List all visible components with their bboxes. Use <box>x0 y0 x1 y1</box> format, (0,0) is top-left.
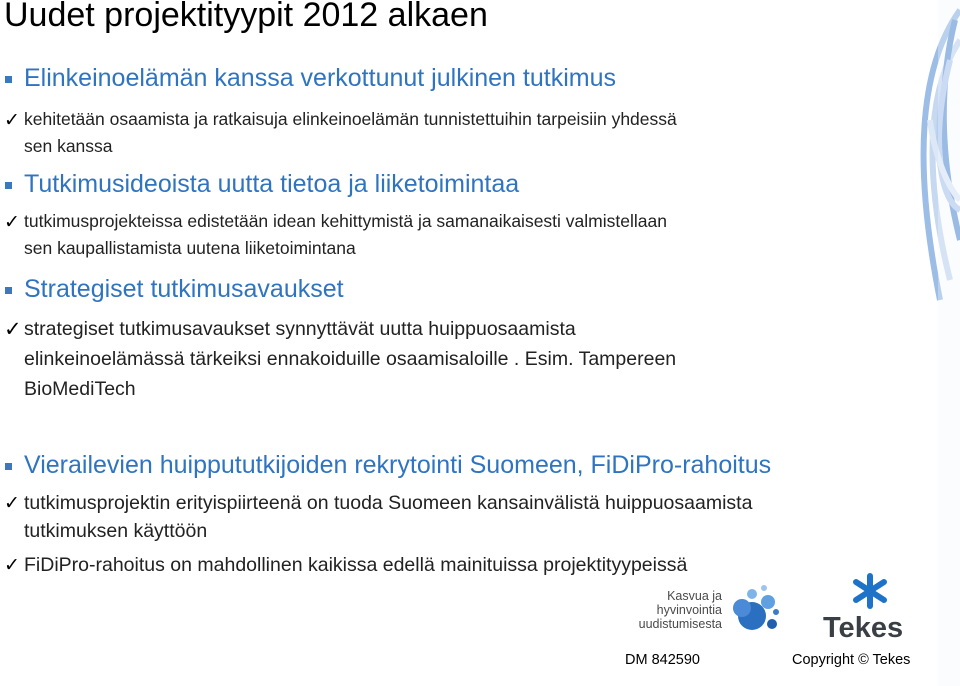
section-heading: Strategiset tutkimusavaukset <box>24 275 344 303</box>
check-icon: ✓ <box>4 110 20 131</box>
bullet-square <box>5 76 12 83</box>
check-icon: ✓ <box>4 318 22 341</box>
kasvua-logo: Kasvua ja hyvinvointia uudistumisesta <box>616 584 786 644</box>
section-line: elinkeinoelämässä tärkeiksi ennakoiduille osaamisaloille . Esim. Tampereen <box>24 348 677 370</box>
section-line: sen kaupallistamista uutena liiketoimintana <box>24 238 356 258</box>
section-heading: Vierailevien huippututkijoiden rekrytointi Suomeen, FiDiPro-rahoitus <box>24 451 772 479</box>
section-line: tutkimusprojekteissa edistetään idean kehittymistä ja samanaikaisesti valmistellaan <box>24 211 667 231</box>
section-line: BioMediTech <box>24 378 136 400</box>
section-line: kehitetään osaamista ja ratkaisuja elinkeinoelämän tunnistettuihin tarpeisiin yhdessä <box>24 109 677 129</box>
check-icon: ✓ <box>4 555 20 576</box>
section-line: tutkimusprojektin erityispiirteenä on tuoda Suomeen kansainvälistä huippuosaamista <box>24 492 753 514</box>
section-line: FiDiPro-rahoitus on mahdollinen kaikissa edellä mainituissa projektityypeissä <box>24 554 688 576</box>
footer-dm: DM 842590 <box>625 652 700 668</box>
tekes-wordmark: Tekes <box>823 612 904 644</box>
check-icon: ✓ <box>4 493 20 514</box>
bullet-square <box>5 287 12 294</box>
section-heading: Elinkeinoelämän kanssa verkottunut julkinen tutkimus <box>24 64 616 92</box>
footer-copyright: Copyright © Tekes <box>792 652 911 668</box>
bullet-square <box>5 463 12 470</box>
check-icon: ✓ <box>4 212 20 233</box>
section-heading: Tutkimusideoista uutta tietoa ja liiketoimintaa <box>24 170 520 198</box>
slide-title: Uudet projektityypit 2012 alkaen <box>4 0 488 34</box>
section-line: tutkimuksen käyttöön <box>24 520 208 542</box>
dots-icon <box>724 580 784 640</box>
section-line: sen kanssa <box>24 136 113 156</box>
bullet-square <box>5 182 12 189</box>
section-line: strategiset tutkimusavaukset synnyttävät uutta huippuosaamista <box>24 318 576 340</box>
